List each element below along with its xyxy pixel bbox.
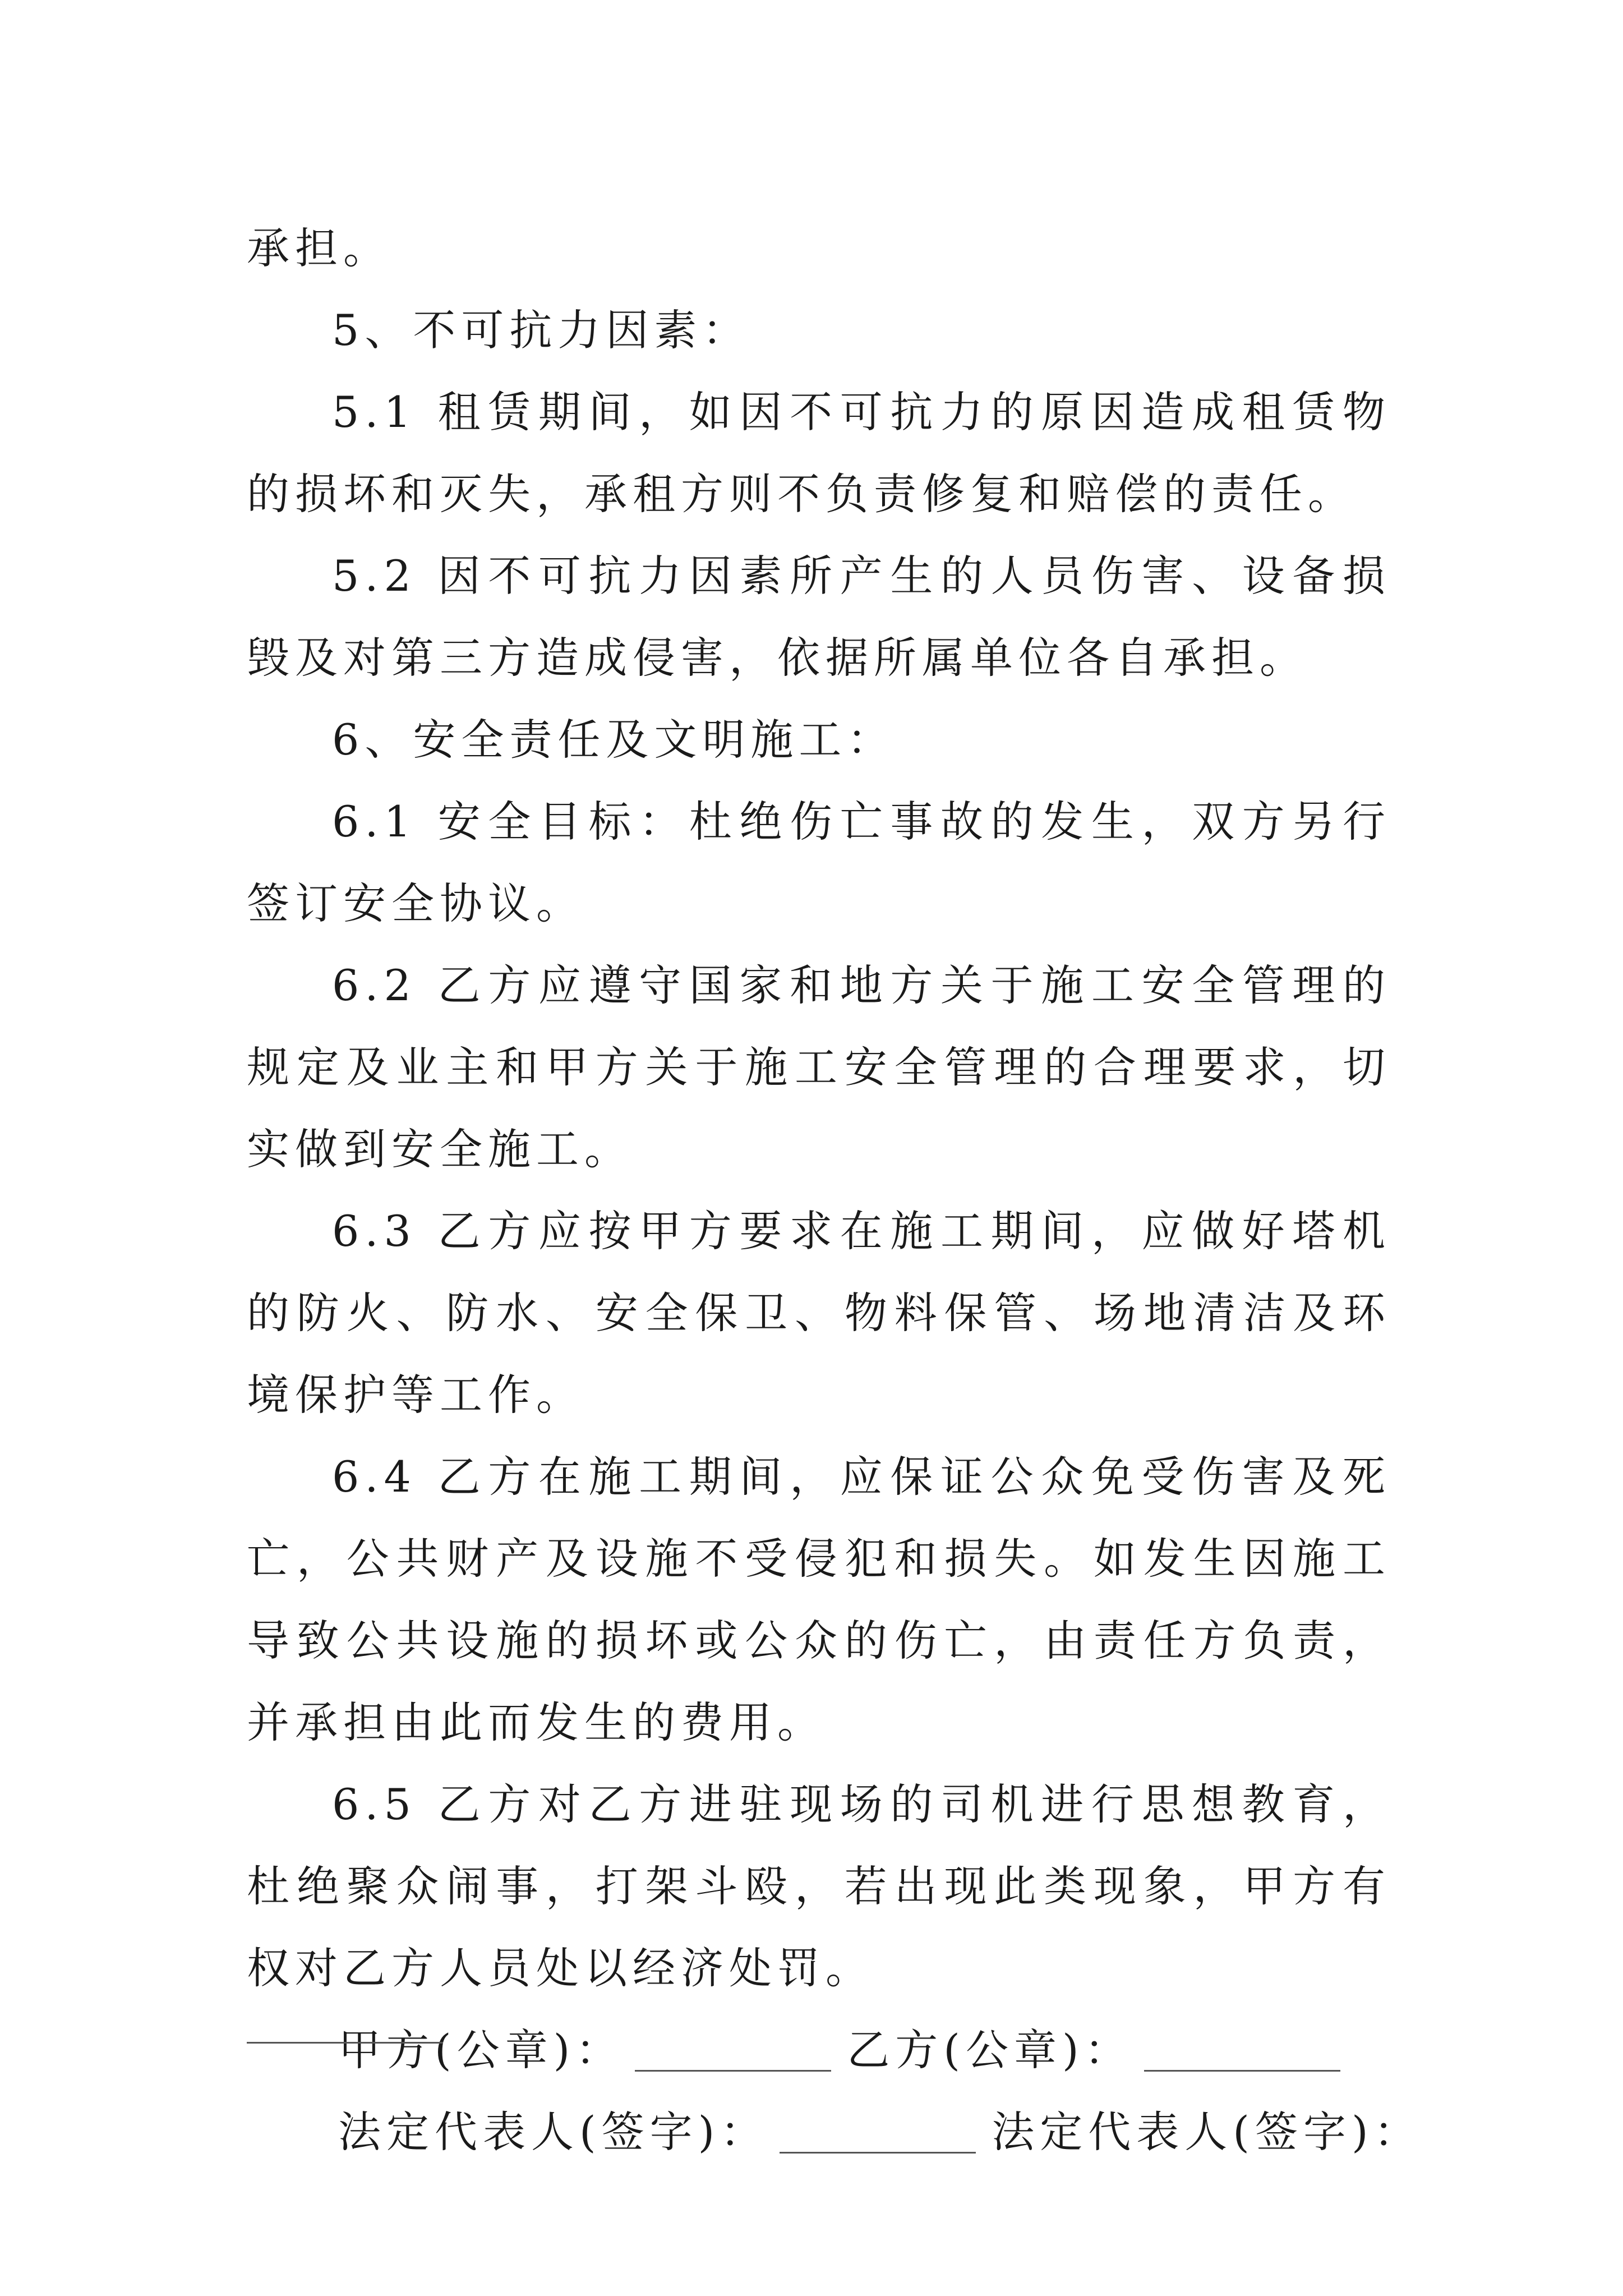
- legal-rep-a-blank: [780, 2152, 976, 2154]
- party-b-seal-blank: [1144, 2070, 1340, 2072]
- clause-6-1: 6.1 安全目标：杜绝伤亡事故的发生，双方另行签订安全协议。: [247, 797, 1391, 928]
- legal-rep-b-label: 法定代表人(签字)：: [992, 2107, 1422, 2157]
- section-heading-safety: 6、安全责任及文明施工：: [332, 715, 896, 765]
- clause-6-2: 6.2 乙方应遵守国家和地方关于施工安全管理的规定及业主和甲方关于施工安全管理的合理要求，切实做到安全施工。: [247, 960, 1391, 1174]
- clause-6-3: 6.3 乙方应按甲方要求在施工期间，应做好塔机的防火、防水、安全保卫、物料保管、场地清洁及环境保护等工作。: [247, 1206, 1391, 1420]
- party-b-seal-label: 乙方(公章)：: [847, 2025, 1133, 2075]
- party-a-seal-blank: [635, 2070, 831, 2072]
- clause-6-4: 6.4 乙方在施工期间，应保证公众免受伤害及死亡，公共财产及设施不受侵犯和损失。如发生因施工导致公共设施的损坏或公众的伤亡，由责任方负责，并承担由此而发生的费用。: [247, 1452, 1391, 1747]
- clause-5-1: 5.1 租赁期间，如因不可抗力的原因造成租赁物的损坏和灭失，承租方则不负责修复和赔偿的责任。: [247, 387, 1391, 519]
- section-heading-force-majeure: 5、不可抗力因素：: [332, 305, 751, 355]
- clause-5-2: 5.2 因不可抗力因素所产生的人员伤害、设备损毁及对第三方造成侵害，依据所属单位各自承担。: [247, 551, 1391, 683]
- paragraph-continuation: 承担。: [247, 223, 391, 273]
- clause-6-5: 6.5 乙方对乙方进驻现场的司机进行思想教育，杜绝聚众闹事，打架斗殴，若出现此类现象，甲方有权对乙方人员处以经济处罚。: [247, 1779, 1391, 1993]
- legal-rep-a-label: 法定代表人(签字)：: [338, 2107, 769, 2157]
- signature-row-seals: [247, 2009, 1391, 2091]
- legal-rep-b-blank: [247, 2042, 443, 2044]
- document-body: [247, 208, 1422, 2173]
- party-a-seal-label: 甲方(公章)：: [338, 2025, 624, 2075]
- signature-row-legal-reps: [247, 2091, 1422, 2173]
